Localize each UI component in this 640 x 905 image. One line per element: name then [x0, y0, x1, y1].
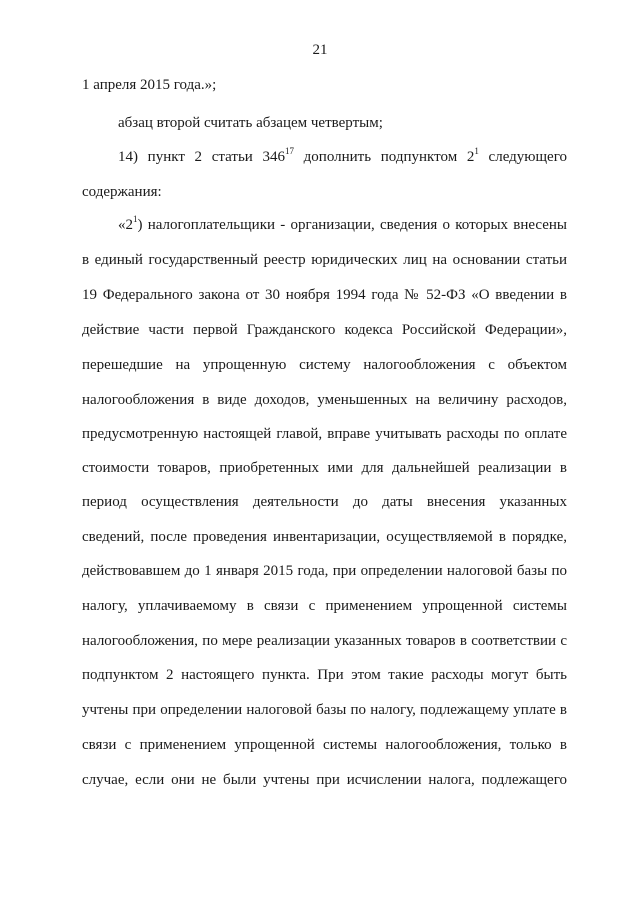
line-text: случае, если они не были учтены при исчислении налога, подлежащего [82, 772, 567, 788]
line-text: абзац второй считать абзацем четвертым; [118, 115, 383, 131]
line-text: содержания: [82, 184, 162, 200]
line-text: предусмотренную настоящей главой, вправе учитывать расходы по оплате [82, 426, 567, 442]
text-line-6 [82, 250, 567, 270]
line-text: стоимости товаров, приобретенных ими для дальнейшей реализации в [82, 460, 567, 476]
line-text: 1 апреля 2015 года.»; [82, 77, 217, 93]
superscript: 17 [285, 147, 294, 156]
line-text: сведений, после проведения инвентаризации, осуществляемой в порядке, [82, 529, 567, 545]
line-text: «2 [118, 217, 133, 233]
line-text: подпунктом 2 настоящего пункта. При этом такие расходы могут быть [82, 667, 567, 683]
text-line-17 [82, 631, 567, 651]
superscript: 1 [133, 215, 138, 224]
line-text: 19 Федерального закона от 30 ноября 1994 года № 52-ФЗ «О введении в [82, 287, 567, 303]
text-line-5 [118, 215, 567, 235]
text-line-8 [82, 320, 567, 340]
page-number: 21 [312, 42, 328, 58]
text-line-16 [82, 596, 567, 616]
line-text: налогообложения, по мере реализации указанных товаров в соответствии с [82, 633, 567, 649]
text-line-1 [82, 75, 567, 95]
text-line-9 [82, 355, 567, 375]
text-line-12 [82, 458, 567, 478]
line-text: учтены при определении налоговой базы по налогу, подлежащему уплате в [82, 702, 567, 718]
text-line-13 [82, 492, 567, 512]
text-line-21 [82, 770, 567, 790]
line-text: налогу, уплачиваемому в связи с применением упрощенной системы [82, 598, 567, 614]
text-line-11 [82, 424, 567, 444]
line-text: дополнить подпунктом 2 [294, 149, 475, 165]
line-text: в единый государственный реестр юридических лиц на основании статьи [82, 252, 567, 268]
line-text: действовавшем до 1 января 2015 года, при определении налоговой базы по [82, 563, 567, 579]
line-text: период осуществления деятельности до даты внесения указанных [82, 494, 567, 510]
text-line-18 [82, 665, 567, 685]
line-text: 14) пункт 2 статьи 346 [118, 149, 285, 165]
text-line-20 [82, 735, 567, 755]
text-line-7 [82, 285, 567, 305]
line-text: следующего [478, 149, 567, 165]
line-text: действие части первой Гражданского кодекса Российской Федерации», [82, 322, 567, 338]
text-line-19 [82, 700, 567, 720]
line-text: налогообложения в виде доходов, уменьшенных на величину расходов, [82, 392, 567, 408]
text-line-4 [82, 182, 567, 202]
text-line-3 [118, 147, 567, 167]
text-line-2 [118, 113, 567, 133]
text-line-14 [82, 527, 567, 547]
line-text: ) налогоплательщики - организации, сведения о которых внесены [137, 217, 567, 233]
line-text: связи с применением упрощенной системы налогообложения, только в [82, 737, 567, 753]
superscript: 1 [474, 147, 479, 156]
line-text: перешедшие на упрощенную систему налогообложения с объектом [82, 357, 567, 373]
text-line-15 [82, 561, 567, 581]
text-line-10 [82, 390, 567, 410]
